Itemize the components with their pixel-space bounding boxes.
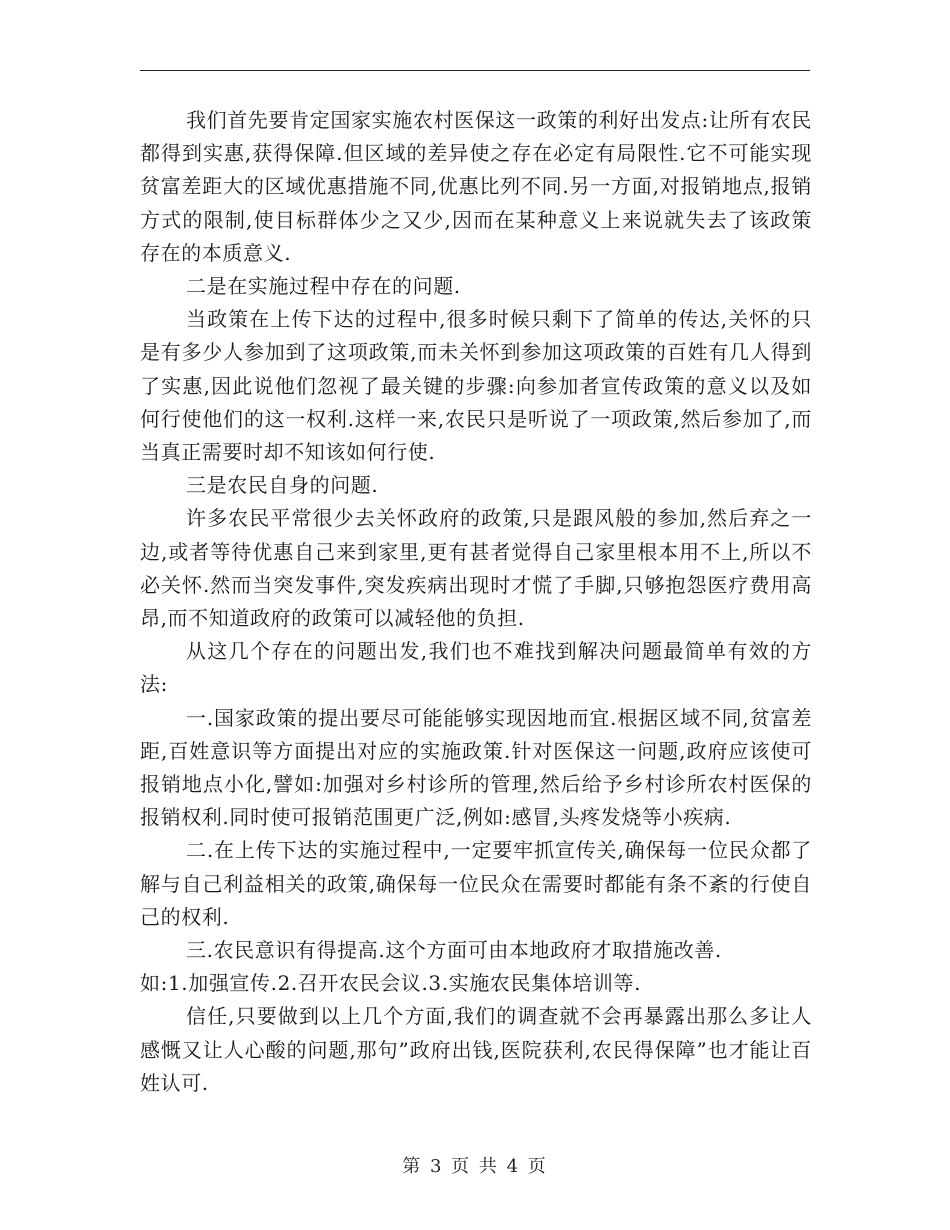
header-divider — [140, 70, 810, 71]
paragraph: 信任,只要做到以上几个方面,我们的调查就不会再暴露出那么多让人感慨又让人心酸的问题,那句”政府出钱,医院获利,农民得保障”也才能让百姓认可. — [140, 1004, 812, 1095]
paragraph: 一.国家政策的提出要尽可能能够实现因地而宜.根据区域不同,贫富差距,百姓意识等方面提出对应的实施政策.针对医保这一问题,政府应该使可报销地点小化,譬如:加强对乡村诊所的管理,然后给予乡村诊所农村医保的报销权利.同时使可报销范围更广泛,例如:感冒,头疼发烧等小疾病. — [140, 705, 812, 830]
paragraph: 当政策在上传下达的过程中,很多时候只剩下了简单的传达,关怀的只是有多少人参加到了这项政策,而未关怀到参加这项政策的百姓有几人得到了实惠,因此说他们忽视了最关键的步骤:向参加者宣传政策的意义以及如何行使他们的这一权利.这样一来,农民只是听说了一项政策,然后参加了,而当真正需要时却不知该如何行使. — [140, 307, 812, 465]
paragraph: 二是在实施过程中存在的问题. — [186, 274, 461, 299]
paragraph: 许多农民平常很少去关怀政府的政策,只是跟风般的参加,然后弃之一边,或者等待优惠自己来到家里,更有甚者觉得自己家里根本用不上,所以不必关怀.然而当突发事件,突发疾病出现时才慌了手脚,只够抱怨医疗费用高昂,而不知道政府的政策可以减轻他的负担. — [140, 506, 812, 631]
paragraph: 二.在上传下达的实施过程中,一定要牢抓宣传关,确保每一位民众都了解与自己利益相关的政策,确保每一位民众在需要时都能有条不紊的行使自己的权利. — [140, 838, 812, 929]
page-number-footer: 第 3 页 共 4 页 — [402, 1156, 548, 1177]
document-body — [140, 104, 812, 1100]
paragraph: 我们首先要肯定国家实施农村医保这一政策的利好出发点:让所有农民都得到实惠,获得保障.但区域的差异使之存在必定有局限性.它不可能实现贫富差距大的区域优惠措施不同,优惠比列不同.另一方面,对报销地点,报销方式的限制,使目标群体少之又少,因而在某种意义上来说就失去了该政策存在的本质意义. — [140, 108, 812, 265]
paragraph: 三是农民自身的问题. — [186, 473, 379, 498]
paragraph: 三.农民意识有得提高.这个方面可由本地政府才取措施改善. — [186, 938, 722, 963]
paragraph: 从这几个存在的问题出发,我们也不难找到解决问题最简单有效的方法: — [140, 639, 812, 697]
paragraph: 如:1.加强宣传.2.召开农民会议.3.实施农民集体培训等. — [140, 971, 642, 996]
